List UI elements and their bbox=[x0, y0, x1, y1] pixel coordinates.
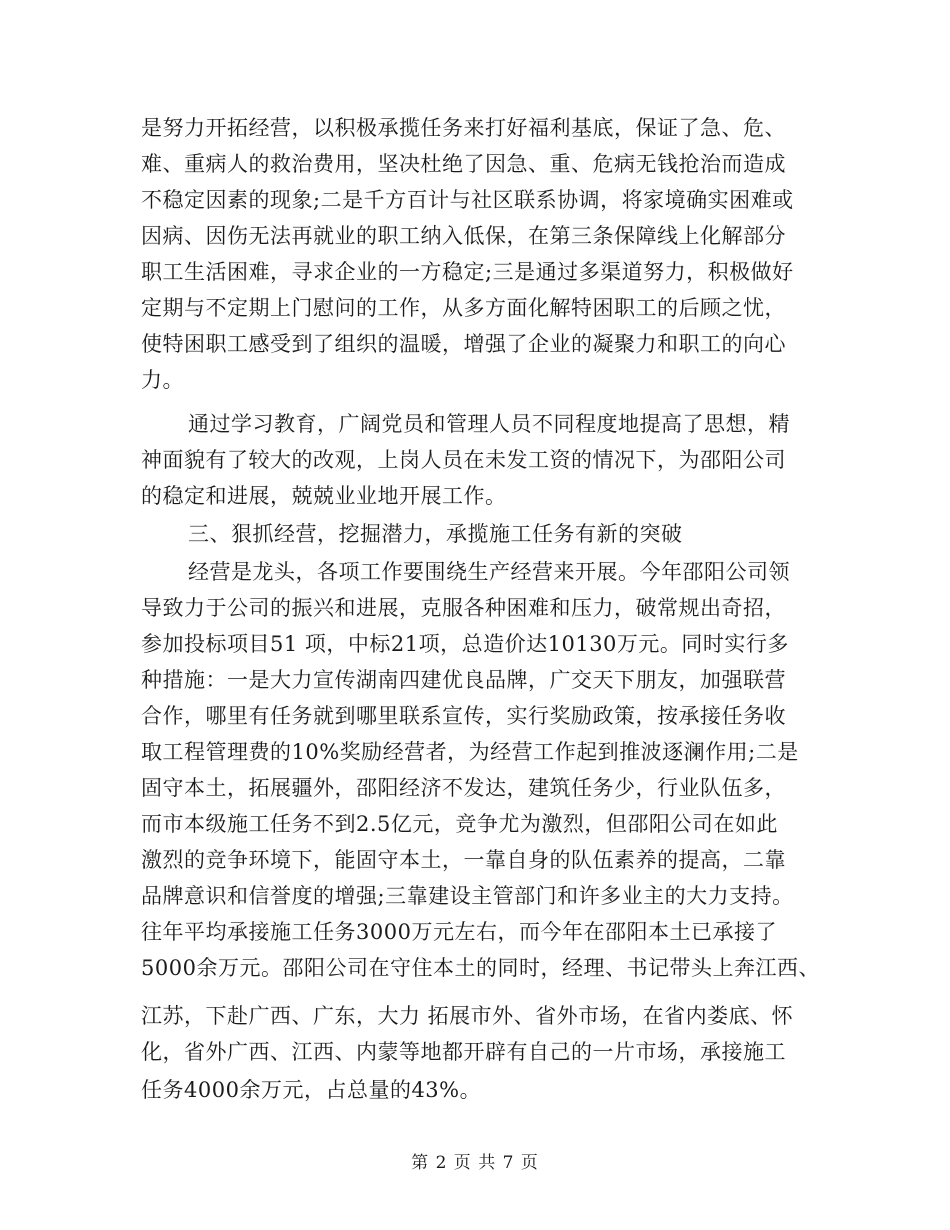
text-line: 品牌意识和信誉度的增强;三靠建设主管部门和许多业主的大力支持。 bbox=[141, 884, 794, 908]
text-line: 使特困职工感受到了组织的温暖，增强了企业的凝聚力和职工的向心 bbox=[141, 332, 786, 356]
text-line: 取工程管理费的10%奖励经营者，为经营工作起到推波逐澜作用;二是 bbox=[141, 740, 799, 764]
text-line: 导致力于公司的振兴和进展，克服各种困难和压力，破常规出奇招， bbox=[141, 596, 786, 620]
text-line: 化，省外广西、江西、内蒙等地都开辟有自己的一片市场，承接施工 bbox=[141, 1040, 786, 1064]
text-line: 神面貌有了较大的改观，上岗人员在未发工资的情况下，为邵阳公司 bbox=[141, 448, 786, 472]
text-line: 任务4000余万元，占总量的43%。 bbox=[141, 1078, 482, 1102]
text-line: 不稳定因素的现象;二是千方百计与社区联系协调，将家境确实困难或 bbox=[141, 188, 794, 212]
text-line: 激烈的竞争环境下，能固守本土，一靠自身的队伍素养的提高，二靠 bbox=[141, 848, 786, 872]
text-line: 职工生活困难，寻求企业的一方稳定;三是通过多渠道努力，积极做好 bbox=[141, 260, 794, 284]
text-line: 力。 bbox=[141, 368, 184, 392]
text-line: 的稳定和进展，兢兢业业地开展工作。 bbox=[141, 484, 507, 508]
text-line: 参加投标项目51 项，中标21项，总造价达10130万元。同时实行多 bbox=[141, 632, 789, 656]
text-line: 而市本级施工任务不到2.5亿元，竞争尤为激烈，但邵阳公司在如此 bbox=[141, 812, 778, 836]
text-line: 种措施：一是大力宣传湖南四建优良品牌，广交天下朋友，加强联营 bbox=[141, 668, 786, 692]
text-line: 往年平均承接施工任务3000万元左右，而今年在邵阳本土已承接了 bbox=[141, 920, 777, 944]
text-line: 难、重病人的救治费用，坚决杜绝了因急、重、危病无钱抢治而造成 bbox=[141, 152, 786, 176]
paragraph-first-line: 经营是龙头，各项工作要围绕生产经营来开展。今年邵阳公司领 bbox=[188, 560, 790, 584]
paragraph-first-line: 通过学习教育，广阔党员和管理人员不同程度地提高了思想，精 bbox=[188, 412, 790, 436]
text-line: 因病、因伤无法再就业的职工纳入低保，在第三条保障线上化解部分 bbox=[141, 224, 786, 248]
text-line: 是努力开拓经营，以积极承揽任务来打好福利基底，保证了急、危、 bbox=[141, 116, 786, 140]
text-line: 合作，哪里有任务就到哪里联系宣传，实行奖励政策，按承接任务收 bbox=[141, 704, 786, 728]
section-heading: 三、狠抓经营，挖掘潜力，承揽施工任务有新的突破 bbox=[188, 522, 683, 546]
text-line: 定期与不定期上门慰问的工作，从多方面化解特困职工的后顾之忧， bbox=[141, 296, 786, 320]
page-number-footer: 第 2 页 共 7 页 bbox=[411, 1153, 539, 1173]
text-line: 固守本土，拓展疆外，邵阳经济不发达，建筑任务少，行业队伍多， bbox=[141, 776, 786, 800]
text-line: 5000余万元。邵阳公司在守住本土的同时，经理、书记带头上奔江西、 bbox=[141, 956, 820, 980]
text-line: 江苏，下赴广西、广东，大力 拓展市外、省外市场，在省内娄底、怀 bbox=[141, 1004, 794, 1028]
